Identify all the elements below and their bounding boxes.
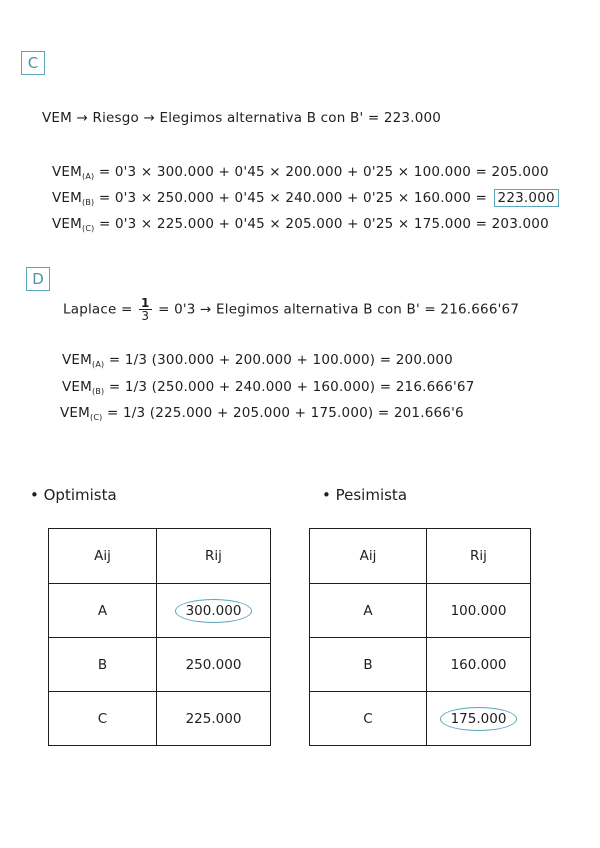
cell-value: 100.000 [427, 584, 531, 638]
vem-expr: = 0'3 × 225.000 + 0'45 × 205.000 + 0'25 × 175.000 = [94, 216, 492, 232]
vem-label: VEM [62, 379, 93, 395]
table-row [310, 638, 531, 692]
vem-sub: (A) [82, 172, 95, 181]
section-c-label: C [21, 51, 45, 75]
vem-label: VEM [62, 352, 93, 368]
table-row [49, 584, 271, 638]
vem-label: VEM [52, 190, 83, 206]
cell-value [157, 584, 271, 638]
vem-result: 205.000 [491, 164, 549, 180]
cell-alt: C [310, 692, 427, 746]
optimista-table [48, 528, 271, 746]
vem-expr: = 0'3 × 250.000 + 0'45 × 240.000 + 0'25 × 160.000 = [94, 190, 492, 206]
cell-value: 160.000 [427, 638, 531, 692]
laplace-rest: = 0'3 → Elegimos alternativa B con B' = 216.666'67 [153, 301, 520, 318]
header-aij: Aij [310, 529, 427, 584]
vem-label: VEM [60, 405, 91, 421]
circled-value: 175.000 [440, 707, 518, 731]
vem-result: 203.000 [491, 216, 549, 232]
fraction-numerator: 1 [141, 296, 150, 310]
table-row [49, 692, 271, 746]
header-rij: Rij [427, 529, 531, 584]
cell-value: 225.000 [157, 692, 271, 746]
pesimista-title: • Pesimista [322, 486, 408, 504]
vem-c-line [52, 216, 549, 233]
table-header-row [49, 529, 271, 584]
cell-alt: A [310, 584, 427, 638]
vem-sub: (B) [82, 198, 95, 207]
cell-alt: B [49, 638, 157, 692]
vem-sub: (B) [92, 387, 105, 396]
vem-label: VEM [52, 216, 83, 232]
vem-sub: (A) [92, 360, 105, 369]
pesimista-table [309, 528, 531, 746]
header-rij: Rij [157, 529, 271, 584]
vem-sub: (C) [82, 224, 95, 233]
optimista-title: • Optimista [30, 486, 117, 504]
vem-expr: = 1/3 (300.000 + 200.000 + 100.000) = 200.000 [104, 352, 453, 368]
vem-sub: (C) [90, 413, 103, 422]
cell-alt: B [310, 638, 427, 692]
cell-value [427, 692, 531, 746]
cell-alt: C [49, 692, 157, 746]
laplace-word: Laplace = [63, 301, 138, 318]
vem-label: VEM [52, 164, 83, 180]
vem-expr: = 1/3 (225.000 + 205.000 + 175.000) = 201.666'6 [102, 405, 464, 421]
laplace-vem-b [62, 379, 474, 396]
circled-value: 300.000 [175, 599, 253, 623]
laplace-vem-a [62, 352, 453, 369]
table-header-row [310, 529, 531, 584]
header-aij: Aij [49, 529, 157, 584]
vem-a-line [52, 164, 549, 181]
section-d-label: D [26, 267, 50, 291]
fraction-denominator: 3 [141, 309, 150, 323]
vem-b-line [52, 190, 559, 207]
section-c-intro: VEM → Riesgo → Elegimos alternativa B con B' = 223.000 [42, 110, 442, 126]
laplace-line [63, 297, 519, 322]
table-row [310, 584, 531, 638]
vem-expr: = 1/3 (250.000 + 240.000 + 160.000) = 216.666'67 [104, 379, 475, 395]
laplace-vem-c [60, 405, 464, 422]
vem-expr: = 0'3 × 300.000 + 0'45 × 200.000 + 0'25 × 100.000 = [94, 164, 492, 180]
cell-value: 250.000 [157, 638, 271, 692]
cell-alt: A [49, 584, 157, 638]
fraction [139, 297, 152, 322]
table-row [49, 638, 271, 692]
table-row [310, 692, 531, 746]
vem-result-boxed: 223.000 [494, 189, 559, 207]
